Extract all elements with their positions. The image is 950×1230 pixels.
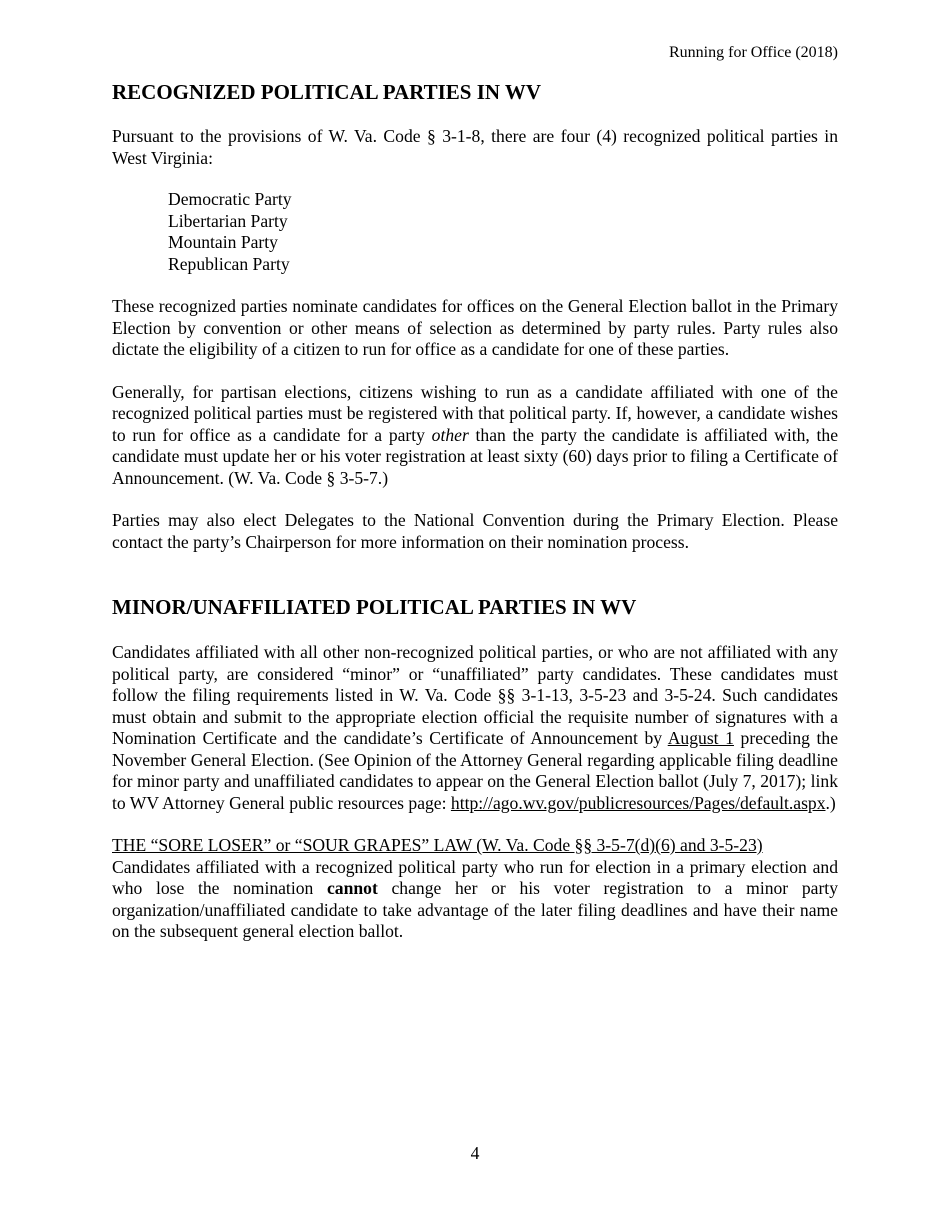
party-list-item: Democratic Party (168, 189, 292, 209)
recognized-intro-paragraph: Pursuant to the provisions of W. Va. Code § 3-1-8, there are four (4) recognized political parties in West Virginia: (112, 126, 838, 168)
minor-text-a: Candidates affiliated with all other non-recognized political parties, or who are not affiliated with any political party, are considered “minor” or “unaffiliated” party candidates. These candidates must follow the filing requirements listed in W. Va. Code §§ 3-1-13, 3-5-23 and 3-5-24. Such candidates must obtain and submit to the appropriate election official the requisite number of signatures with a Nomination Certificate and the candidate’s Certificate of Announcement by (112, 642, 838, 748)
sore-loser-bold: cannot (326, 878, 378, 898)
attorney-general-link[interactable]: http://ago.wv.gov/publicresources/Pages/default.aspx (450, 792, 826, 813)
sore-loser-text-b: change her or his voter registration to a minor party organization/unaffiliated candidate to take advantage of the later filing deadlines and have their name on the subsequent general election ballot. (112, 878, 838, 941)
minor-parties-paragraph (112, 642, 838, 814)
deadline-date: August 1 (667, 728, 734, 748)
minor-parties-heading: MINOR/UNAFFILIATED POLITICAL PARTIES IN WV (112, 595, 637, 619)
nomination-paragraph: These recognized parties nominate candidates for offices on the General Election ballot in the Primary Election by convention or other means of selection as determined by party rules. Party rules also dictate the eligibility of a citizen to run for office as a candidate for one of these parties. (112, 296, 838, 359)
recognized-parties-heading: RECOGNIZED POLITICAL PARTIES IN WV (112, 80, 542, 104)
page-content (112, 78, 838, 943)
minor-text-c: .) (825, 792, 836, 813)
registration-emphasis: other (431, 424, 469, 445)
page-number: 4 (470, 1143, 480, 1163)
registration-paragraph (112, 382, 838, 490)
sore-loser-text-a: Candidates affiliated with a recognized political party who run for election in a primary election and who lose the nomination (112, 856, 838, 898)
running-head: Running for Office (2018) (669, 44, 838, 61)
delegates-paragraph: Parties may also elect Delegates to the National Convention during the Primary Election. Please contact the party’s Chairperson for more information on their nomination process. (112, 510, 838, 552)
sore-loser-heading: THE “SORE LOSER” or “SOUR GRAPES” LAW (W. Va. Code §§ 3-5-7(d)(6) and 3-5-23) (112, 835, 763, 855)
party-list-item: Mountain Party (168, 232, 278, 252)
minor-text-b: preceding the November General Election. (See Opinion of the Attorney General regarding applicable filing deadline for minor party and unaffiliated candidates to appear on the General Election ballot (July 7, 2017); link to WV Attorney General public resources page: (112, 728, 838, 813)
party-list-item: Republican Party (168, 253, 290, 274)
registration-text-a: Generally, for partisan elections, citizens wishing to run as a candidate affiliated with one of the recognized political parties must be registered with that political party. If, however, a candidate wishes to run for office as a candidate for a party (112, 381, 838, 445)
registration-text-b: than the party the candidate is affiliated with, the candidate must update her or his voter registration at least sixty (60) days prior to filing a Certificate of Announcement. (W. Va. Code § 3-5-7.) (112, 424, 838, 488)
sore-loser-paragraph (112, 857, 838, 943)
party-list (168, 189, 838, 275)
party-list-item: Libertarian Party (168, 210, 288, 231)
